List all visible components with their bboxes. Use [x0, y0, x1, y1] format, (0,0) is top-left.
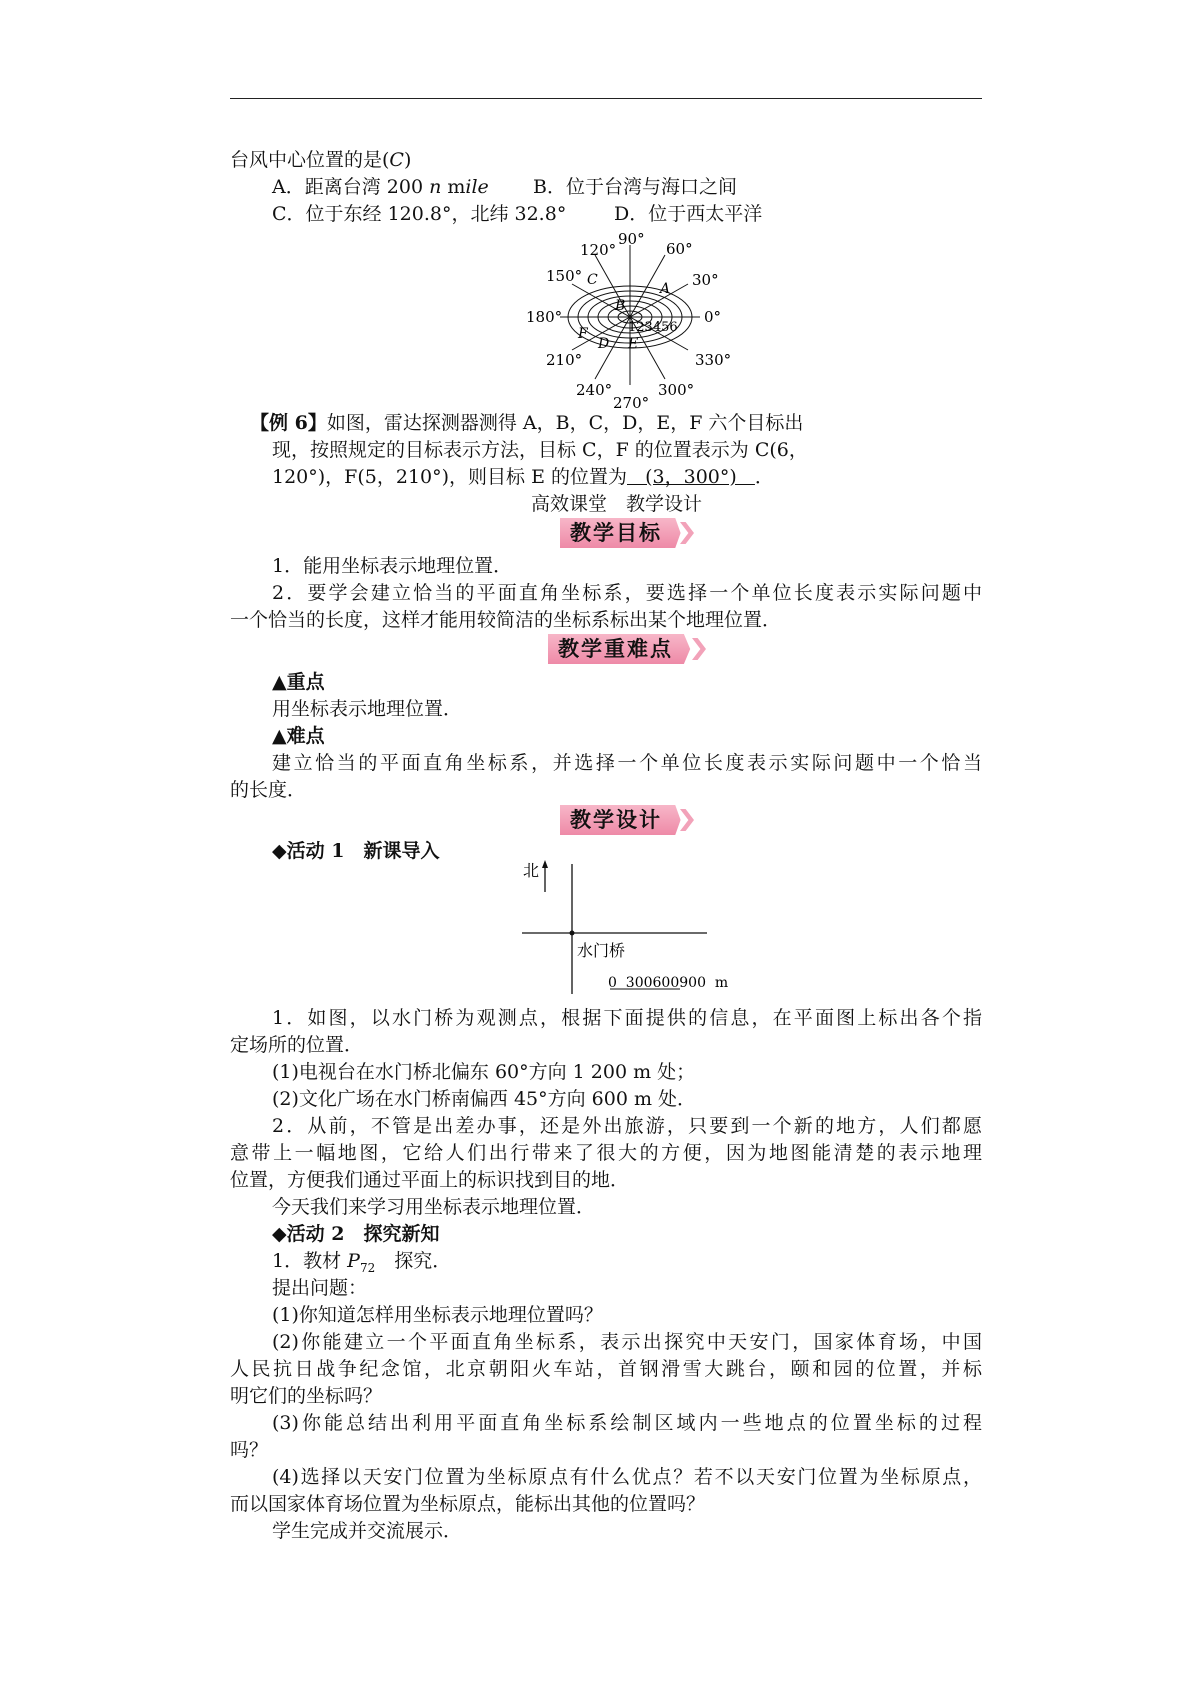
q5-stem: 台风中心位置的是(C)	[230, 149, 412, 171]
q5-option-d: D．位于西太平洋	[614, 203, 763, 225]
map-figure	[515, 858, 735, 998]
example6-line1: 【例 6】如图，雷达探测器测得 A，B，C，D，E，F 六个目标出	[250, 412, 804, 434]
activity1-p1-line1: 1．如图，以水门桥为观测点，根据下面提供的信息，在平面图上标出各个指	[272, 1007, 982, 1029]
goal-1: 1．能用坐标表示地理位置．	[272, 555, 513, 577]
activity1-p2-line1: 2．从前，不管是出差办事，还是外出旅游，只要到一个新的地方，人们都愿	[272, 1115, 982, 1137]
activity1-item1: (1)电视台在水门桥北偏东 60°方向 1 200 m 处；	[272, 1061, 696, 1083]
header-rule	[230, 98, 982, 99]
section-banner-design: 教学设计	[560, 805, 694, 835]
radar-angle-270: 270°	[613, 394, 650, 410]
example6-line3: 120°)，F(5，210°)，则目标 E 的位置为 (3，300°) ．	[272, 466, 774, 488]
radar-angle-330: 330°	[695, 351, 732, 369]
radar-figure	[520, 225, 760, 410]
radar-point-e: E	[628, 336, 639, 352]
activity1-title: ◆活动 1 新课导入	[272, 840, 440, 862]
radar-angle-300: 300°	[658, 381, 695, 399]
activity2-q4-line1: (4)选择以天安门位置为坐标原点有什么优点？若不以天安门位置为坐标原点，	[272, 1466, 982, 1488]
radar-angle-210: 210°	[546, 351, 583, 369]
activity2-title: ◆活动 2 探究新知	[272, 1223, 440, 1245]
radar-angle-0: 0°	[704, 308, 722, 326]
radar-angle-60: 60°	[666, 240, 693, 258]
section-banner-keypoints: 教学重难点	[548, 634, 706, 664]
subtitle: 高效课堂 教学设计	[531, 493, 703, 515]
activity2-q4-line2: 而以国家体育场位置为坐标原点，能标出其他的位置吗？	[230, 1493, 706, 1515]
goal-2-line2: 一个恰当的长度，这样才能用较简洁的坐标系标出某个地理位置．	[230, 609, 782, 631]
activity2-q3-line1: (3)你能总结出利用平面直角坐标系绘制区域内一些地点的位置坐标的过程	[272, 1412, 982, 1434]
radar-point-b: B	[615, 298, 626, 314]
radar-angle-120: 120°	[580, 241, 617, 259]
activity2-q1: (1)你知道怎样用坐标表示地理位置吗？	[272, 1304, 603, 1326]
radar-point-a: A	[660, 281, 671, 297]
activity1-p1-line2: 定场所的位置．	[230, 1034, 364, 1056]
activity1-p3: 今天我们来学习用坐标表示地理位置．	[272, 1196, 596, 1218]
difficulty-heading: ▲难点	[272, 725, 325, 747]
map-scale: 0 300600900 m	[608, 975, 729, 991]
radar-angle-30: 30°	[692, 271, 719, 289]
activity1-item2: (2)文化广场在水门桥南偏西 45°方向 600 m 处．	[272, 1088, 697, 1110]
focus-heading: ▲重点	[272, 671, 325, 693]
activity2-q2-line3: 明它们的坐标吗？	[230, 1385, 383, 1407]
radar-angle-180: 180°	[526, 308, 563, 326]
radar-angle-150: 150°	[546, 267, 583, 285]
section-banner-goals: 教学目标	[560, 518, 694, 548]
radar-angle-240: 240°	[576, 381, 613, 399]
activity2-q3-line2: 吗？	[230, 1439, 269, 1461]
q5-option-c: C．位于东经 120.8°，北纬 32.8°	[272, 203, 567, 225]
activity2-line2: 提出问题：	[272, 1277, 368, 1299]
activity1-p2-line2: 意带上一幅地图，它给人们出行带来了很大的方便，因为地图能清楚的表示地理	[230, 1142, 982, 1164]
example6-line2: 现，按照规定的目标表示方法，目标 C，F 的位置表示为 C(6，	[272, 439, 808, 461]
activity2-q2-line2: 人民抗日战争纪念馆，北京朝阳火车站，首钢滑雪大跳台，颐和园的位置，并标	[230, 1358, 982, 1380]
goal-2-line1: 2．要学会建立恰当的平面直角坐标系，要选择一个单位长度表示实际问题中	[272, 582, 982, 604]
activity2-line1: 1．教材 $P_{72}$ 探究．	[272, 1250, 452, 1275]
radar-ring-numbers: 123456	[628, 320, 678, 335]
radar-point-c: C	[587, 272, 598, 288]
radar-point-d: D	[598, 336, 610, 352]
difficulty-line1: 建立恰当的平面直角坐标系，并选择一个单位长度表示实际问题中一个恰当	[272, 752, 982, 774]
activity2-end: 学生完成并交流展示．	[272, 1520, 463, 1542]
radar-angle-90: 90°	[618, 230, 645, 248]
radar-point-f: F	[578, 326, 588, 342]
difficulty-line2: 的长度．	[230, 779, 307, 801]
q5-option-a: A．距离台湾 200 n mile	[272, 176, 489, 198]
q5-option-b: B．位于台湾与海口之间	[533, 176, 737, 198]
focus-text: 用坐标表示地理位置．	[272, 698, 463, 720]
activity1-p2-line3: 位置，方便我们通过平面上的标识找到目的地．	[230, 1169, 630, 1191]
map-center-label: 水门桥	[577, 941, 626, 960]
map-north-label: 北	[523, 861, 540, 880]
activity2-q2-line1: (2)你能建立一个平面直角坐标系，表示出探究中天安门，国家体育场，中国	[272, 1331, 982, 1353]
